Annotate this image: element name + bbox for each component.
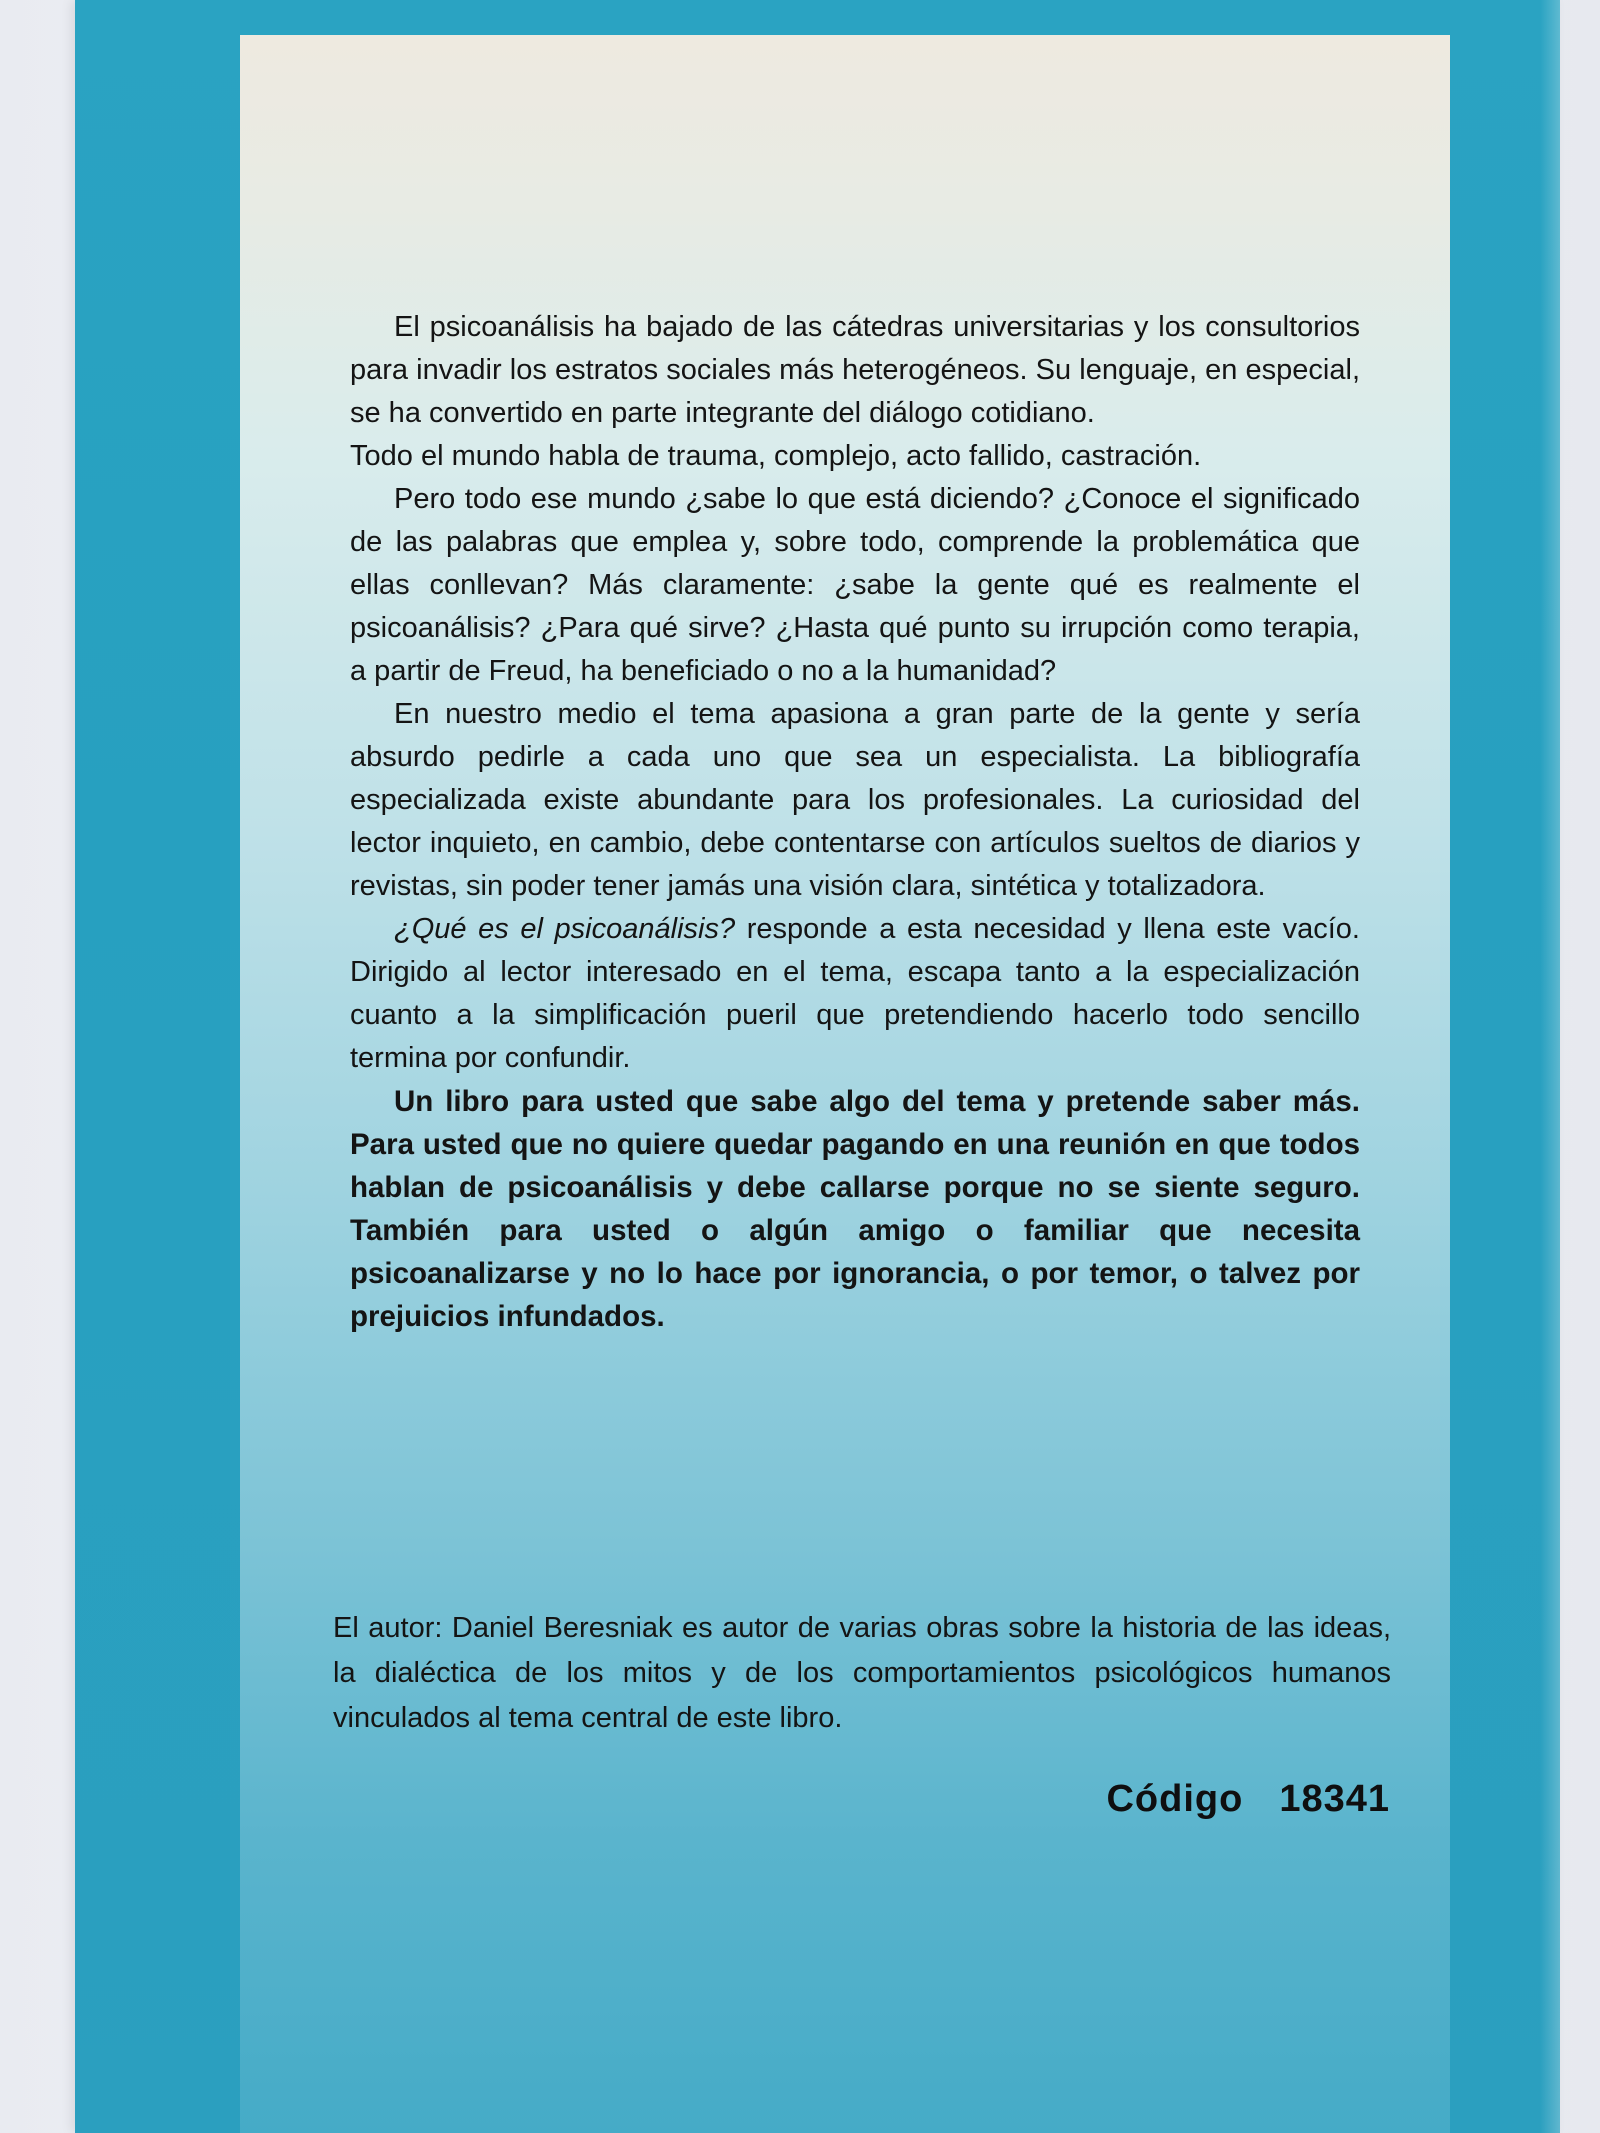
book-title-italic: ¿Qué es el psicoanálisis?: [394, 913, 736, 945]
paragraph-for-you: Un libro para usted que sabe algo del tema y pretende saber más. Para usted que no quiere quedar pagando en una reunión en que todos hablan de psicoanálisis y debe callarse porque no se siente seguro. También para usted o algún amigo o familiar que necesita psicoanalizarse y no lo hace por ignorancia, o por temor, o talvez por prejuicios infundados.: [350, 1085, 1360, 1333]
paragraph-questions: Pero todo ese mundo ¿sabe lo que está diciendo? ¿Conoce el significado de las palabras que emplea y, sobre todo, comprende la problemática que ellas conllevan? Más claramente: ¿sabe la gente qué es realmente el psicoanálisis? ¿Para qué sirve? ¿Hasta qué punto su irrupción como terapia, a partir de Freud, ha beneficiado o no a la humanidad?: [350, 483, 1360, 687]
code-number: 18341: [1279, 1778, 1390, 1820]
code-label: Código: [1106, 1778, 1244, 1820]
author-note: El autor: Daniel Beresniak es autor de varias obras sobre la historia de las ideas, la dialéctica de los mitos y de los comportamientos psicológicos humanos vinculados al tema central de este libro.: [333, 1612, 1391, 1734]
catalog-code: [1106, 1778, 1390, 1821]
paragraph-book-purpose-body: responde a esta necesidad y llena este vacío. Dirigido al lector interesado en el tema, escapa tanto a la especialización cuanto a la simplificación pueril que pretendiendo hacerlo todo sencillo termina por confundir.: [350, 913, 1360, 1074]
paragraph-intro: El psicoanálisis ha bajado de las cátedras universitarias y los consultorios para invadir los estratos sociales más heterogéneos. Su lenguaje, en especial, se ha convertido en parte integrante del diálogo cotidiano.: [350, 311, 1360, 429]
paragraph-everyone-talks: Todo el mundo habla de trauma, complejo, acto fallido, castración.: [350, 440, 1202, 472]
synopsis-text: [350, 306, 1360, 1338]
paragraph-our-milieu: En nuestro medio el tema apasiona a gran parte de la gente y sería absurdo pedirle a cada uno que sea un especialista. La bibliografía especializada existe abundante para los profesionales. La curiosidad del lector inquieto, en cambio, debe contentarse con artículos sueltos de diarios y revistas, sin poder tener jamás una visión clara, sintética y totalizadora.: [350, 698, 1360, 902]
paragraph-book-purpose: [350, 908, 1360, 1080]
